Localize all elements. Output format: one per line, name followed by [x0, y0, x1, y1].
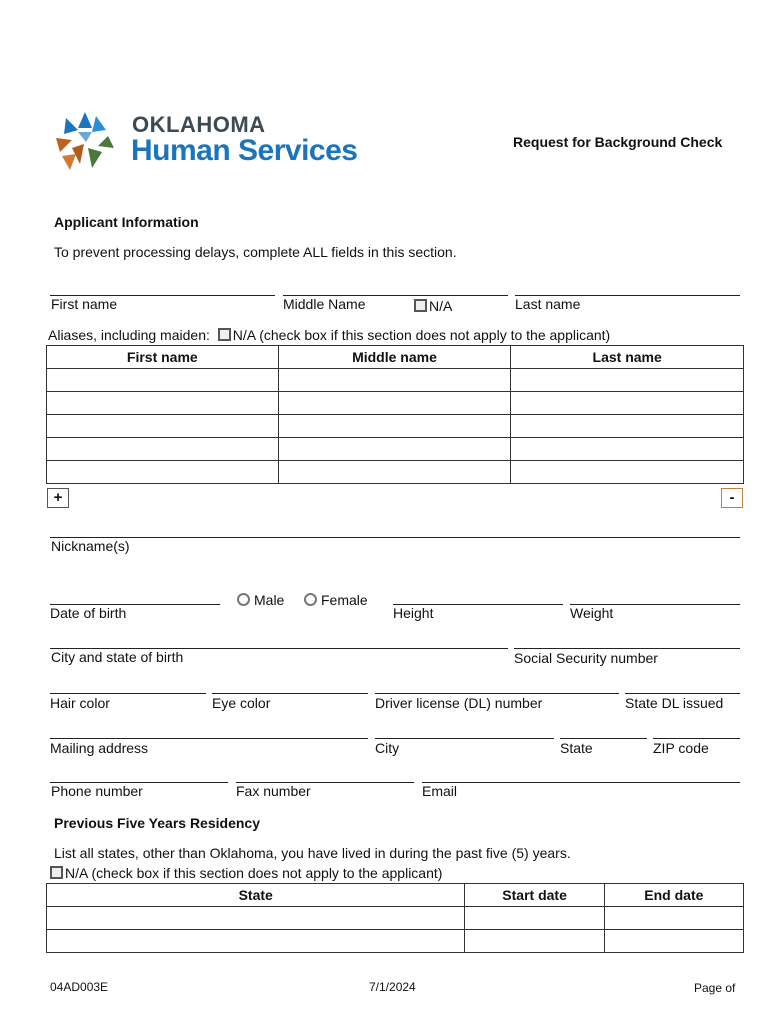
- dl-label: Driver license (DL) number: [375, 695, 543, 711]
- first-name-label: First name: [51, 296, 118, 312]
- residency-na-checkbox-icon[interactable]: [50, 866, 63, 879]
- form-code: 04AD003E: [50, 980, 109, 994]
- residency-instructions: List all states, other than Oklahoma, you have lived in during the past five (5) years.: [54, 845, 571, 861]
- city-field[interactable]: [375, 738, 554, 739]
- org-name-line2: Human Services: [131, 134, 358, 167]
- aliases-table: [46, 345, 744, 484]
- email-label: Email: [422, 783, 458, 799]
- residency-cell[interactable]: [604, 930, 743, 953]
- alias-cell[interactable]: [278, 392, 511, 415]
- residency-col-end: End date: [604, 884, 743, 907]
- aliases-row: [48, 327, 610, 343]
- residency-na-row[interactable]: [50, 865, 442, 881]
- male-radio[interactable]: [237, 592, 284, 608]
- eye-label: Eye color: [212, 695, 271, 711]
- residency-section-title: Previous Five Years Residency: [54, 815, 260, 831]
- eye-field[interactable]: [212, 693, 368, 694]
- birthplace-label: City and state of birth: [51, 649, 184, 665]
- female-label: Female: [321, 592, 368, 608]
- ssn-label: Social Security number: [514, 650, 658, 666]
- aliases-prefix: Aliases, including maiden:: [48, 327, 210, 343]
- alias-cell[interactable]: [278, 415, 511, 438]
- fax-label: Fax number: [236, 783, 311, 799]
- state-label: State: [560, 740, 593, 756]
- ssn-field[interactable]: [514, 648, 740, 649]
- phone-label: Phone number: [51, 783, 143, 799]
- na-label: N/A: [429, 298, 453, 314]
- dl-state-field[interactable]: [625, 693, 740, 694]
- alias-cell[interactable]: [511, 461, 744, 484]
- org-name-line1: OKLAHOMA: [132, 112, 266, 137]
- add-row-button[interactable]: +: [47, 488, 69, 508]
- form-date: 7/1/2024: [369, 980, 416, 994]
- alias-cell[interactable]: [278, 461, 511, 484]
- table-row: [47, 907, 744, 930]
- aliases-na-label: N/A (check box if this section does not apply to the applicant): [232, 327, 611, 343]
- residency-cell[interactable]: [47, 930, 465, 953]
- table-row: [47, 369, 744, 392]
- radio-icon[interactable]: [304, 593, 317, 606]
- dl-field[interactable]: [375, 693, 619, 694]
- table-row: [47, 438, 744, 461]
- female-radio[interactable]: [304, 592, 368, 608]
- email-field[interactable]: [422, 782, 740, 783]
- applicant-instructions: To prevent processing delays, complete ALL fields in this section.: [54, 244, 457, 260]
- weight-label: Weight: [570, 605, 614, 621]
- na-checkbox-icon[interactable]: [414, 299, 427, 312]
- residency-col-start: Start date: [465, 884, 604, 907]
- city-label: City: [375, 740, 400, 756]
- form-title: Request for Background Check: [513, 134, 723, 150]
- alias-cell[interactable]: [511, 415, 744, 438]
- alias-cell[interactable]: [47, 438, 279, 461]
- radio-icon[interactable]: [237, 593, 250, 606]
- alias-cell[interactable]: [47, 369, 279, 392]
- residency-cell[interactable]: [465, 930, 604, 953]
- alias-col-first: First name: [47, 346, 279, 369]
- residency-cell[interactable]: [604, 907, 743, 930]
- table-row: [47, 392, 744, 415]
- alias-cell[interactable]: [47, 461, 279, 484]
- nickname-field[interactable]: [50, 537, 740, 538]
- zip-field[interactable]: [653, 738, 740, 739]
- residency-col-state: State: [47, 884, 465, 907]
- alias-col-middle: Middle name: [278, 346, 511, 369]
- alias-cell[interactable]: [511, 438, 744, 461]
- zip-label: ZIP code: [653, 740, 709, 756]
- residency-na-label: N/A (check box if this section does not apply to the applicant): [65, 865, 443, 881]
- alias-cell[interactable]: [47, 392, 279, 415]
- residency-table: [46, 883, 744, 953]
- mailing-field[interactable]: [50, 738, 368, 739]
- mailing-label: Mailing address: [50, 740, 149, 756]
- nickname-label: Nickname(s): [51, 538, 130, 554]
- table-row: [47, 415, 744, 438]
- last-name-label: Last name: [515, 296, 581, 312]
- dob-label: Date of birth: [50, 605, 127, 621]
- alias-cell[interactable]: [511, 369, 744, 392]
- residency-cell[interactable]: [47, 907, 465, 930]
- alias-cell[interactable]: [511, 392, 744, 415]
- hair-label: Hair color: [50, 695, 110, 711]
- aliases-na-checkbox-icon[interactable]: [218, 328, 231, 341]
- table-row: [47, 461, 744, 484]
- middle-name-label: Middle Name: [283, 296, 366, 312]
- table-row: [47, 930, 744, 953]
- alias-col-last: Last name: [511, 346, 744, 369]
- male-label: Male: [254, 592, 285, 608]
- page-number: Page of: [694, 981, 736, 995]
- star-logo-icon: [52, 108, 118, 174]
- height-label: Height: [393, 605, 434, 621]
- residency-cell[interactable]: [465, 907, 604, 930]
- agency-logo: [52, 108, 382, 174]
- dl-state-label: State DL issued: [625, 695, 724, 711]
- remove-row-button[interactable]: -: [721, 488, 743, 508]
- hair-field[interactable]: [50, 693, 206, 694]
- alias-cell[interactable]: [47, 415, 279, 438]
- state-field[interactable]: [560, 738, 647, 739]
- alias-cell[interactable]: [278, 369, 511, 392]
- applicant-section-title: Applicant Information: [54, 214, 199, 230]
- alias-cell[interactable]: [278, 438, 511, 461]
- middle-name-na[interactable]: [414, 298, 452, 314]
